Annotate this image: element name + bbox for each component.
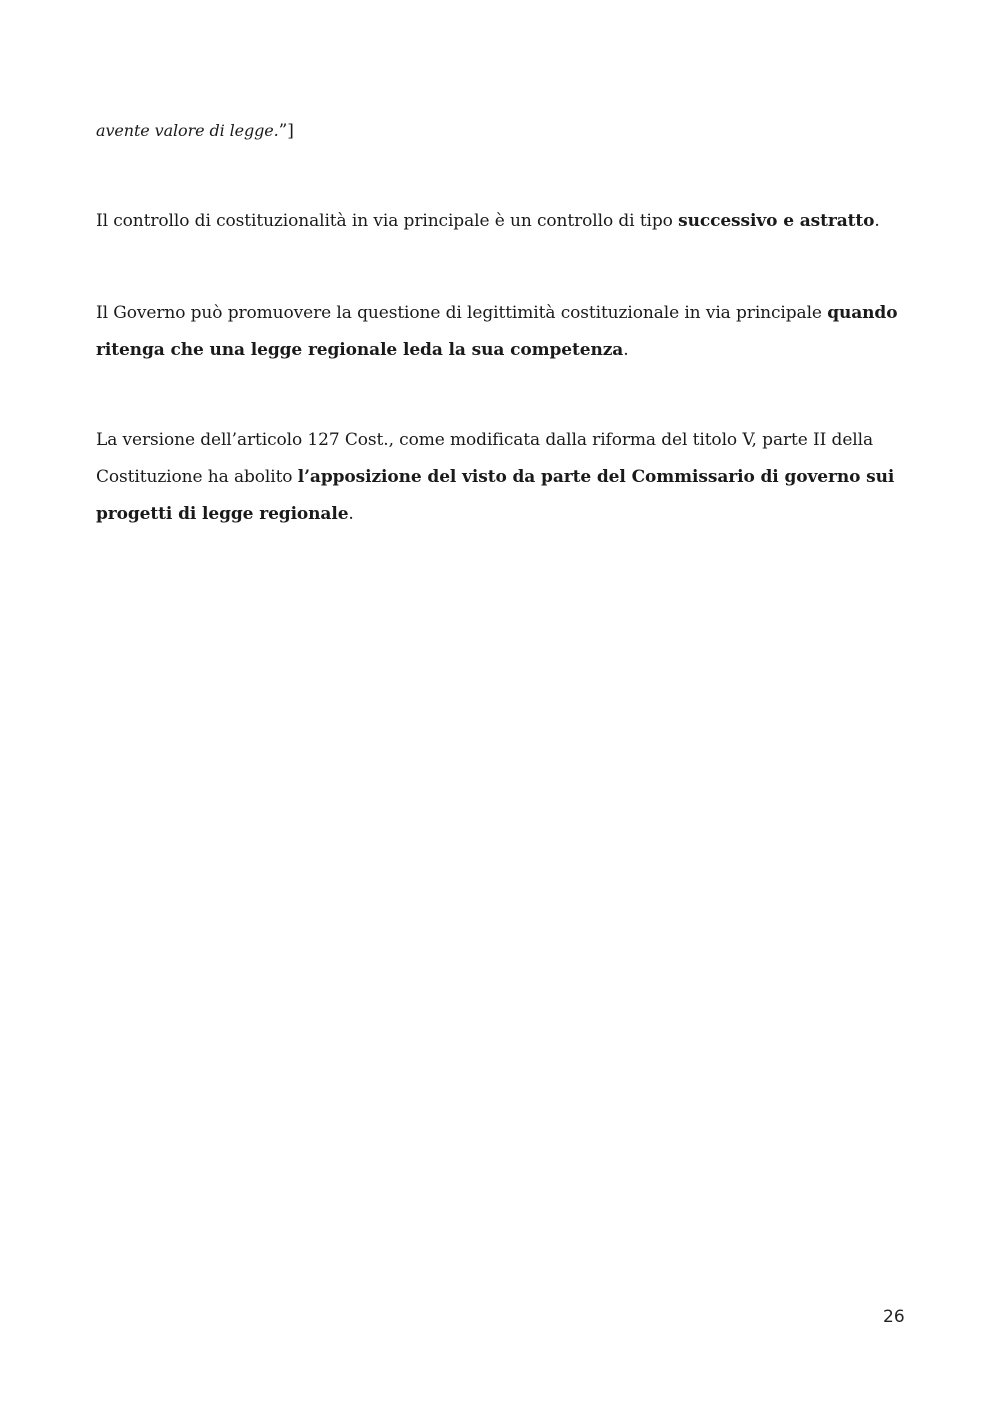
paragraph-bold-text: quando ritenga che una legge regionale leda la sua competenza [96, 303, 898, 360]
paragraph-bold-text: successivo e astratto [678, 211, 875, 231]
quote-closing: ”] [278, 121, 294, 141]
italic-quote-text: avente valore di legge. [96, 121, 279, 140]
paragraph-government [96, 295, 906, 369]
paragraph-bold-text: l’apposizione del visto da parte del Commissario di governo sui progetti di legge regionale [96, 467, 895, 524]
paragraph-tail: . [874, 211, 880, 231]
paragraph-text: Il Governo può promuovere la questione di legittimità costituzionale in via principale [96, 303, 828, 323]
paragraph-control-type [96, 203, 906, 240]
paragraph-quote-end [96, 112, 906, 150]
paragraph-tail: . [623, 340, 629, 360]
paragraph-tail: . [348, 504, 354, 524]
page-number: 26 [883, 1307, 905, 1327]
paragraph-text: Il controllo di costituzionalità in via principale è un controllo di tipo [96, 211, 679, 231]
paragraph-text: La versione dell’articolo 127 Cost., come modificata dalla riforma del titolo V, parte II della Costituzione ha abolito [96, 430, 873, 487]
paragraph-article-127 [96, 422, 906, 533]
